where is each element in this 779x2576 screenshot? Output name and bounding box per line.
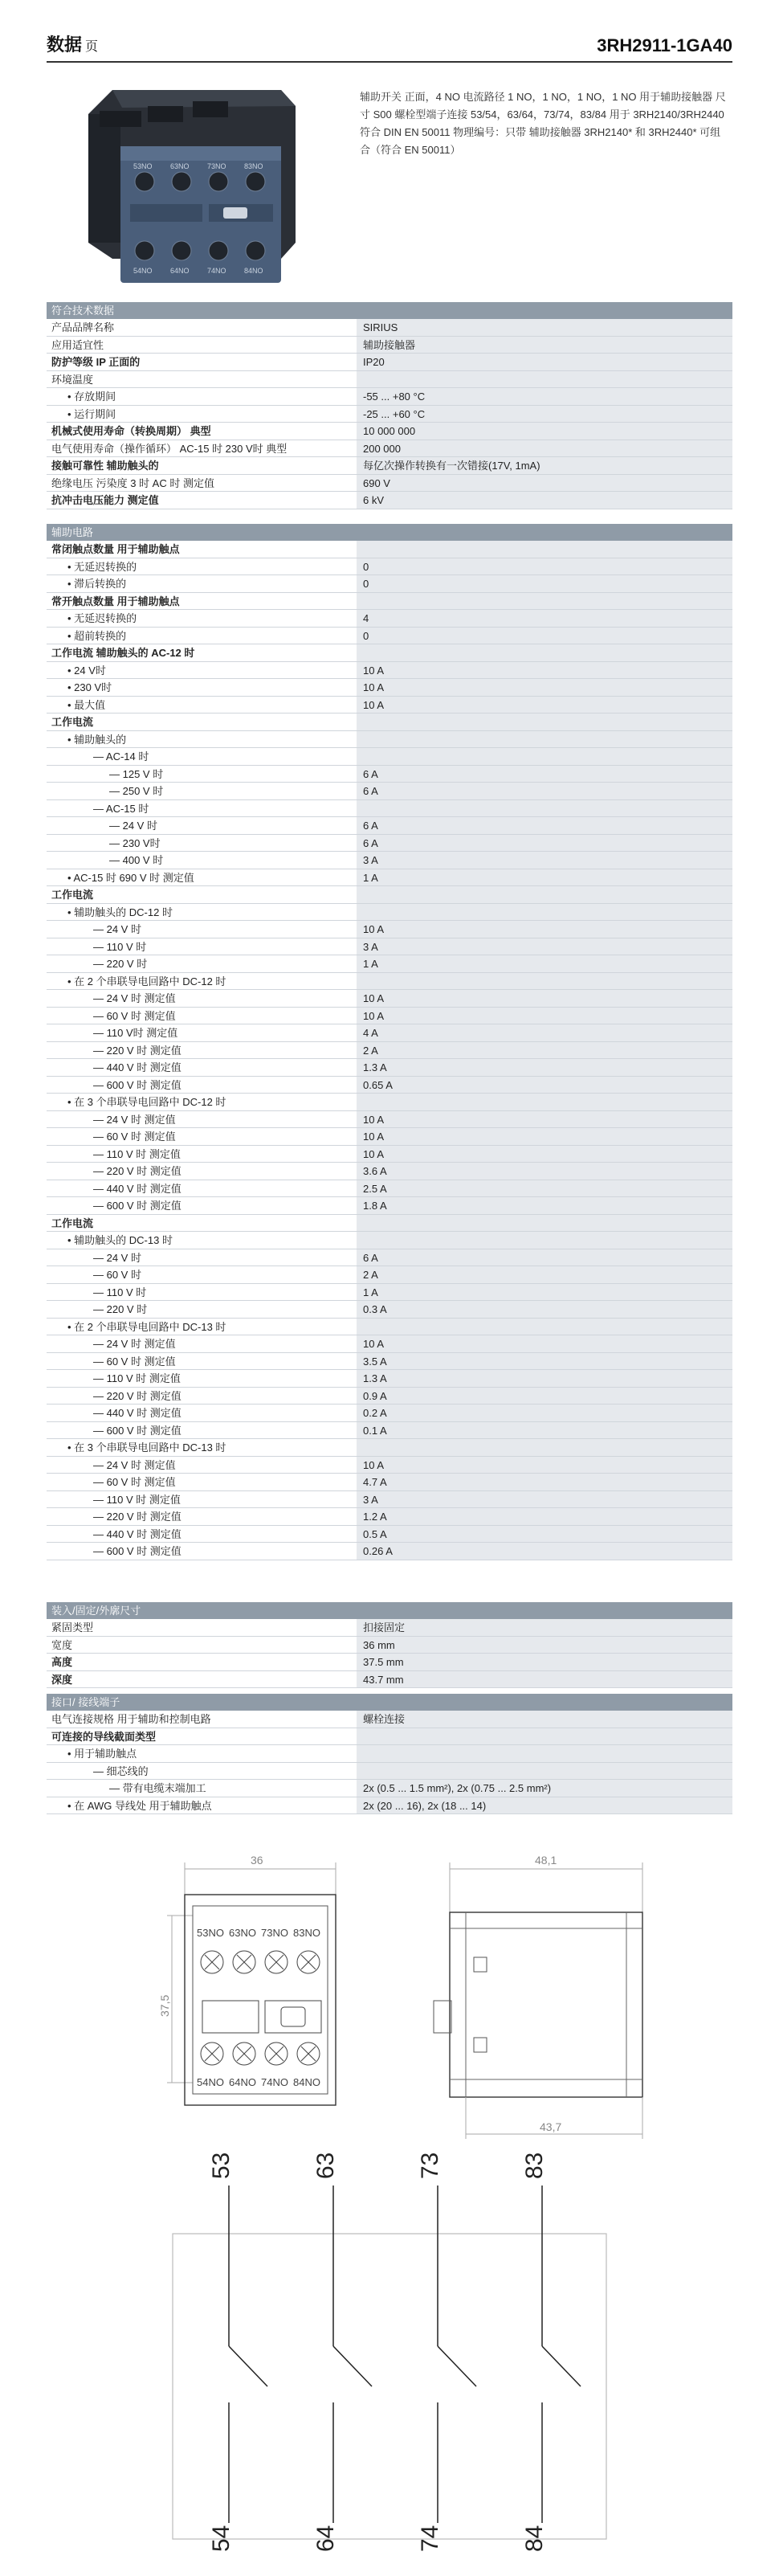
spec-row xyxy=(47,1111,732,1129)
spec-key: • 辅助触头的 DC-12 时 xyxy=(67,906,173,918)
spec-row xyxy=(47,1388,732,1405)
spec-key: — 24 V 时 测定值 xyxy=(93,1113,176,1126)
spec-value: IP20 xyxy=(357,354,732,370)
spec-key: • 最大值 xyxy=(67,698,106,711)
spec-row xyxy=(47,558,732,576)
spec-value xyxy=(357,371,732,388)
spec-key: — 600 V 时 测定值 xyxy=(93,1200,181,1212)
spec-value: 6 A xyxy=(357,1249,732,1266)
spec-value: SIRIUS xyxy=(357,319,732,336)
terminal-screw xyxy=(246,241,265,260)
spec-value xyxy=(357,973,732,990)
terminal-screw xyxy=(209,172,228,191)
spec-key: — 220 V 时 测定值 xyxy=(93,1165,181,1177)
spec-key: • 在 AWG 导线处 用于辅助触点 xyxy=(67,1799,212,1812)
spec-key: • 在 3 个串联导电回路中 DC-12 时 xyxy=(67,1096,226,1108)
spec-key: — 60 V 时 测定值 xyxy=(93,1355,176,1368)
terminal-label: 64NO xyxy=(170,267,190,275)
spec-key: — 24 V 时 测定值 xyxy=(93,992,176,1004)
spec-row xyxy=(47,1728,732,1746)
spec-row xyxy=(47,783,732,800)
spec-key: — 24 V 时 xyxy=(93,1251,141,1264)
spec-key: • 用于辅助触点 xyxy=(67,1748,137,1760)
spec-row xyxy=(47,1491,732,1509)
spec-value: 1 A xyxy=(357,1284,732,1301)
spec-value: 43.7 mm xyxy=(357,1671,732,1688)
spec-value: 37.5 mm xyxy=(357,1654,732,1670)
spec-value: 0.65 A xyxy=(357,1077,732,1094)
spec-section xyxy=(47,524,732,1560)
spec-value xyxy=(357,644,732,661)
contact-top-label: 63 xyxy=(312,2152,339,2179)
spec-key: 抗冲击电压能力 测定值 xyxy=(51,494,159,506)
terminal-label: 83NO xyxy=(244,162,263,170)
spec-key: 电气连接规格 用于辅助和控制电路 xyxy=(51,1713,211,1725)
spec-key: • AC-15 时 690 V 时 测定值 xyxy=(67,871,194,884)
spec-row xyxy=(47,1543,732,1560)
spec-row xyxy=(47,973,732,991)
spec-value: 10 A xyxy=(357,697,732,714)
spec-row xyxy=(47,423,732,440)
circuit-schematic xyxy=(165,2145,614,2563)
spec-key: — 440 V 时 测定值 xyxy=(93,1061,181,1073)
spec-row xyxy=(47,1024,732,1042)
spec-value xyxy=(357,800,732,817)
spec-value xyxy=(357,886,732,903)
section-heading: 装入/固定/外廓尺寸 xyxy=(47,1602,732,1619)
spec-key: • 无延迟转换的 xyxy=(67,560,137,573)
spec-row xyxy=(47,541,732,558)
contact-switch-arm xyxy=(542,2346,581,2386)
spec-row xyxy=(47,1077,732,1094)
spec-key: • 辅助触头的 DC-13 时 xyxy=(67,1234,173,1246)
terminal-label: 53NO xyxy=(133,162,153,170)
contact-bottom-label: 64 xyxy=(312,2525,339,2552)
spec-value: 6 A xyxy=(357,766,732,783)
section-heading: 辅助电路 xyxy=(47,524,732,541)
spec-key: 电气使用寿命（操作循环） AC-15 时 230 V时 典型 xyxy=(51,442,288,455)
spec-key: 工作电流 xyxy=(51,1216,94,1229)
terminal-label: 73NO xyxy=(261,1927,288,1939)
spec-key: • 超前转换的 xyxy=(67,629,127,642)
terminal-screw xyxy=(172,172,191,191)
spec-row xyxy=(47,1284,732,1302)
spec-key: — 110 V时 测定值 xyxy=(93,1027,178,1039)
terminal-label: 63NO xyxy=(170,162,190,170)
spec-value: 0 xyxy=(357,575,732,592)
spec-row xyxy=(47,1266,732,1284)
spec-value: 3 A xyxy=(357,938,732,955)
spec-key: 常闭触点数量 用于辅助触点 xyxy=(51,543,180,555)
spec-row xyxy=(47,869,732,887)
spec-value: 6 A xyxy=(357,817,732,834)
spec-value: 1.2 A xyxy=(357,1508,732,1525)
spec-row xyxy=(47,1439,732,1457)
spec-value: -25 ... +60 °C xyxy=(357,406,732,423)
spec-value xyxy=(357,1232,732,1249)
spec-key: 防护等级 IP 正面的 xyxy=(51,356,141,368)
dimension-drawing xyxy=(158,1848,691,2161)
spec-value: 4 xyxy=(357,610,732,627)
spec-key: • 滞后转换的 xyxy=(67,578,127,590)
spec-key: 高度 xyxy=(51,1656,73,1668)
spec-row xyxy=(47,457,732,475)
spec-row xyxy=(47,1301,732,1319)
height-dim-label: 37,5 xyxy=(158,1994,171,2017)
spec-value: 0.3 A xyxy=(357,1301,732,1318)
spec-row xyxy=(47,1319,732,1336)
spec-section xyxy=(47,1694,732,1814)
contact-switch-arm xyxy=(229,2346,267,2386)
spec-value: -55 ... +80 °C xyxy=(357,388,732,405)
spec-value: 2.5 A xyxy=(357,1180,732,1197)
spec-key: — 125 V 时 xyxy=(109,767,164,780)
spec-value: 辅助接触器 xyxy=(357,337,732,354)
spec-key: — 24 V 时 xyxy=(93,923,141,935)
spec-key: — 600 V 时 测定值 xyxy=(93,1424,181,1437)
spec-value: 1.8 A xyxy=(357,1197,732,1214)
spec-key: • 在 2 个串联导电回路中 DC-13 时 xyxy=(67,1320,226,1333)
spec-row xyxy=(47,748,732,766)
spec-value: 3.5 A xyxy=(357,1353,732,1370)
spec-key: — 220 V 时 测定值 xyxy=(93,1511,181,1523)
spec-row xyxy=(47,1008,732,1025)
spec-row xyxy=(47,610,732,628)
spec-key: — 60 V 时 测定值 xyxy=(93,1009,176,1022)
spec-row xyxy=(47,886,732,904)
spec-row xyxy=(47,1163,732,1180)
spec-value: 10 A xyxy=(357,1335,732,1352)
spec-value: 0 xyxy=(357,558,732,575)
spec-value: 200 000 xyxy=(357,440,732,457)
spec-key: — 24 V 时 测定值 xyxy=(93,1458,176,1471)
spec-row xyxy=(47,1671,732,1689)
product-image xyxy=(80,90,304,281)
spec-key: — AC-14 时 xyxy=(93,750,149,763)
spec-key: 工作电流 辅助触头的 AC-12 时 xyxy=(51,647,195,659)
page-title: 数据 页 xyxy=(47,35,99,55)
depth-dim-bottom-label: 43,7 xyxy=(540,2120,562,2133)
spec-key: — 600 V 时 测定值 xyxy=(93,1078,181,1091)
spec-row xyxy=(47,644,732,662)
spec-key: — 60 V 时 测定值 xyxy=(93,1131,176,1143)
section-heading: 接口/ 接线端子 xyxy=(47,1694,732,1711)
spec-value: 10 A xyxy=(357,1457,732,1474)
spec-row xyxy=(47,662,732,680)
width-dim-label: 36 xyxy=(251,1854,263,1867)
spec-row xyxy=(47,475,732,493)
spec-value: 10 A xyxy=(357,1111,732,1128)
spec-value xyxy=(357,714,732,730)
spec-row xyxy=(47,575,732,593)
terminal-label: 54NO xyxy=(197,2076,224,2088)
spec-row xyxy=(47,1370,732,1388)
spec-key: — 110 V 时 测定值 xyxy=(93,1147,181,1160)
spec-row xyxy=(47,492,732,509)
spec-value: 0.5 A xyxy=(357,1526,732,1543)
spec-section xyxy=(47,1602,732,1688)
contact-bottom-label: 84 xyxy=(521,2525,548,2552)
spec-value: 690 V xyxy=(357,475,732,492)
spec-key: — 220 V 时 测定值 xyxy=(93,1044,181,1057)
spec-row xyxy=(47,388,732,406)
spec-row xyxy=(47,1637,732,1654)
spec-key: • 无延迟转换的 xyxy=(67,612,137,624)
spec-key: — 600 V 时 测定值 xyxy=(93,1545,181,1557)
spec-value: 10 A xyxy=(357,1008,732,1024)
spec-key: — 220 V 时 测定值 xyxy=(93,1389,181,1402)
spec-value xyxy=(357,1728,732,1745)
spec-row xyxy=(47,938,732,956)
spec-key: 产品品牌名称 xyxy=(51,321,115,333)
spec-key: — 440 V 时 测定值 xyxy=(93,1527,181,1540)
spec-key: 紧固类型 xyxy=(51,1621,94,1634)
spec-key: — AC-15 时 xyxy=(93,802,149,815)
contact-top-label: 73 xyxy=(417,2152,443,2179)
spec-row xyxy=(47,1146,732,1163)
spec-value: 10 A xyxy=(357,1146,732,1163)
spec-value: 10 A xyxy=(357,1128,732,1145)
spec-value: 10 A xyxy=(357,990,732,1007)
spec-row xyxy=(47,1059,732,1077)
spec-value: 0.1 A xyxy=(357,1422,732,1439)
spec-value: 1.3 A xyxy=(357,1059,732,1076)
spec-row xyxy=(47,406,732,423)
spec-value: 10 A xyxy=(357,921,732,938)
spec-row xyxy=(47,766,732,783)
spec-row xyxy=(47,1526,732,1544)
spec-row xyxy=(47,371,732,389)
spec-value: 2x (20 ... 16), 2x (18 ... 14) xyxy=(357,1797,732,1814)
spec-row xyxy=(47,1335,732,1353)
terminal-label: 53NO xyxy=(197,1927,224,1939)
spec-key: 常开触点数量 用于辅助触点 xyxy=(51,595,180,607)
spec-key: 应用适宜性 xyxy=(51,338,104,351)
spec-row xyxy=(47,731,732,749)
spec-key: — 110 V 时 xyxy=(93,940,147,953)
spec-value xyxy=(357,541,732,558)
spec-row xyxy=(47,1797,732,1815)
page-header xyxy=(47,35,732,63)
spec-value: 3 A xyxy=(357,1491,732,1508)
spec-row xyxy=(47,1094,732,1111)
contact-top-label: 53 xyxy=(208,2152,235,2179)
spec-row xyxy=(47,990,732,1008)
spec-value: 4 A xyxy=(357,1024,732,1041)
spec-key: — 60 V 时 测定值 xyxy=(93,1476,176,1488)
spec-row xyxy=(47,679,732,697)
terminal-screw xyxy=(209,241,228,260)
product-description: 辅助开关 正面，4 NO 电流路径 1 NO，1 NO，1 NO，1 NO 用于辅助接触器 尺寸 S00 螺栓型端子连接 53/54，63/64，73/74，83/84 用于 3RH2140/3RH2440 符合 DIN EN 50011 物理编号：只带 辅助接触器 3RH2140* 和 3RH2440* 可组合（符合 EN 50011） xyxy=(360,91,726,156)
spec-row xyxy=(47,1128,732,1146)
spec-value xyxy=(357,593,732,610)
spec-key: 宽度 xyxy=(51,1638,73,1651)
spec-row xyxy=(47,1422,732,1440)
terminal-label: 74NO xyxy=(261,2076,288,2088)
spec-key: 工作电流 xyxy=(51,889,94,901)
spec-key: — 220 V 时 xyxy=(93,958,148,970)
spec-row xyxy=(47,1232,732,1249)
product-code: 3RH2911-1GA40 xyxy=(597,35,732,55)
spec-row xyxy=(47,1711,732,1728)
spec-value: 0 xyxy=(357,628,732,644)
spec-value: 3 A xyxy=(357,852,732,869)
spec-key: — 110 V 时 测定值 xyxy=(93,1372,181,1384)
spec-value: 3.6 A xyxy=(357,1163,732,1180)
spec-row xyxy=(47,697,732,714)
spec-key: — 110 V 时 xyxy=(93,1286,147,1298)
spec-key: 接触可靠性 辅助触头的 xyxy=(51,460,159,472)
spec-key: — 440 V 时 测定值 xyxy=(93,1407,181,1419)
spec-value: 0.2 A xyxy=(357,1405,732,1421)
spec-value: 0.9 A xyxy=(357,1388,732,1405)
spec-key: — 60 V 时 xyxy=(93,1269,141,1281)
spec-key: • 辅助触头的 xyxy=(67,733,127,746)
terminal-screw xyxy=(135,172,154,191)
terminal-screw xyxy=(172,241,191,260)
spec-value: 36 mm xyxy=(357,1637,732,1654)
spec-key: • 在 3 个串联导电回路中 DC-13 时 xyxy=(67,1441,226,1454)
spec-value xyxy=(357,731,732,748)
terminal-label: 73NO xyxy=(207,162,226,170)
spec-key: — 24 V 时 测定值 xyxy=(93,1338,176,1350)
spec-key: 可连接的导线截面类型 xyxy=(51,1730,157,1743)
spec-row xyxy=(47,593,732,611)
spec-row xyxy=(47,1215,732,1233)
spec-value: 1 A xyxy=(357,955,732,972)
spec-value xyxy=(357,1094,732,1110)
terminal-screw xyxy=(135,241,154,260)
spec-row xyxy=(47,800,732,818)
spec-key: — 250 V 时 xyxy=(109,785,164,797)
spec-row xyxy=(47,817,732,835)
spec-row xyxy=(47,1763,732,1781)
terminal-label: 83NO xyxy=(293,1927,320,1939)
spec-value: 6 A xyxy=(357,835,732,852)
spec-value xyxy=(357,1763,732,1780)
spec-row xyxy=(47,1508,732,1526)
spec-value xyxy=(357,1319,732,1335)
spec-row xyxy=(47,1353,732,1371)
spec-row xyxy=(47,1457,732,1474)
spec-key: 深度 xyxy=(51,1673,73,1686)
spec-row xyxy=(47,714,732,731)
spec-value: 2 A xyxy=(357,1266,732,1283)
spec-key: — 230 V时 xyxy=(109,836,161,849)
spec-row xyxy=(47,354,732,371)
spec-key: — 110 V 时 测定值 xyxy=(93,1493,181,1506)
spec-value: 10 A xyxy=(357,662,732,679)
spec-key: • 24 V时 xyxy=(67,664,106,677)
depth-dim-top-label: 48,1 xyxy=(535,1854,557,1867)
spec-key: 机械式使用寿命（转换周期） 典型 xyxy=(51,425,211,437)
spec-value: 10 A xyxy=(357,679,732,696)
spec-row xyxy=(47,1405,732,1422)
spec-value xyxy=(357,904,732,921)
spec-value: 扣接固定 xyxy=(357,1619,732,1636)
terminal-label: 64NO xyxy=(229,2076,256,2088)
spec-row xyxy=(47,852,732,869)
spec-key: • 230 V时 xyxy=(67,681,112,693)
spec-key: • 运行期间 xyxy=(67,407,116,420)
spec-value xyxy=(357,1439,732,1456)
contact-switch-arm xyxy=(333,2346,372,2386)
spec-value: 0.26 A xyxy=(357,1543,732,1560)
spec-value: 螺栓连接 xyxy=(357,1711,732,1728)
contact-switch-arm xyxy=(438,2346,476,2386)
spec-key: — 220 V 时 xyxy=(93,1303,148,1315)
terminal-label: 74NO xyxy=(207,267,226,275)
spec-key: — 24 V 时 xyxy=(109,820,157,832)
spec-section xyxy=(47,302,732,509)
spec-value: 6 A xyxy=(357,783,732,799)
spec-row xyxy=(47,1249,732,1267)
terminal-label: 63NO xyxy=(229,1927,256,1939)
spec-row xyxy=(47,628,732,645)
spec-key: — 带有电缆末端加工 xyxy=(109,1782,206,1794)
spec-key: • 在 2 个串联导电回路中 DC-12 时 xyxy=(67,975,226,987)
spec-value: 1 A xyxy=(357,869,732,886)
spec-key: — 细芯线的 xyxy=(93,1764,149,1777)
spec-row xyxy=(47,319,732,337)
spec-value: 1.3 A xyxy=(357,1370,732,1387)
spec-key: 环境温度 xyxy=(51,373,94,386)
terminal-label: 54NO xyxy=(133,267,153,275)
spec-row xyxy=(47,1780,732,1797)
spec-value xyxy=(357,1215,732,1232)
spec-value xyxy=(357,1745,732,1762)
spec-row xyxy=(47,337,732,354)
spec-key: 工作电流 xyxy=(51,716,94,728)
spec-row xyxy=(47,1654,732,1671)
spec-row xyxy=(47,1745,732,1763)
terminal-label: 84NO xyxy=(244,267,263,275)
spec-row xyxy=(47,1180,732,1198)
spec-key: — 440 V 时 测定值 xyxy=(93,1182,181,1195)
contact-bottom-label: 54 xyxy=(208,2525,235,2552)
spec-row xyxy=(47,1197,732,1215)
spec-key: — 400 V 时 xyxy=(109,854,164,866)
section-heading: 符合技术数据 xyxy=(47,302,732,319)
spec-value: 每亿次操作转换有一次错接(17V, 1mA) xyxy=(357,457,732,474)
contact-top-label: 83 xyxy=(521,2152,548,2179)
spec-row xyxy=(47,904,732,922)
spec-row xyxy=(47,1474,732,1491)
spec-value: 10 000 000 xyxy=(357,423,732,440)
spec-value: 6 kV xyxy=(357,492,732,509)
spec-value xyxy=(357,748,732,765)
spec-row xyxy=(47,1619,732,1637)
spec-row xyxy=(47,440,732,458)
spec-key: 绝缘电压 污染度 3 时 AC 时 测定值 xyxy=(51,476,214,489)
contact-bottom-label: 74 xyxy=(417,2525,443,2552)
spec-row xyxy=(47,1042,732,1060)
terminal-screw xyxy=(246,172,265,191)
spec-row xyxy=(47,955,732,973)
spec-key: • 存放期间 xyxy=(67,390,116,403)
spec-value: 4.7 A xyxy=(357,1474,732,1490)
spec-row xyxy=(47,921,732,938)
spec-value: 2 A xyxy=(357,1042,732,1059)
spec-value: 2x (0.5 ... 1.5 mm²), 2x (0.75 ... 2.5 mm²) xyxy=(357,1780,732,1797)
spec-row xyxy=(47,835,732,853)
terminal-label: 84NO xyxy=(293,2076,320,2088)
